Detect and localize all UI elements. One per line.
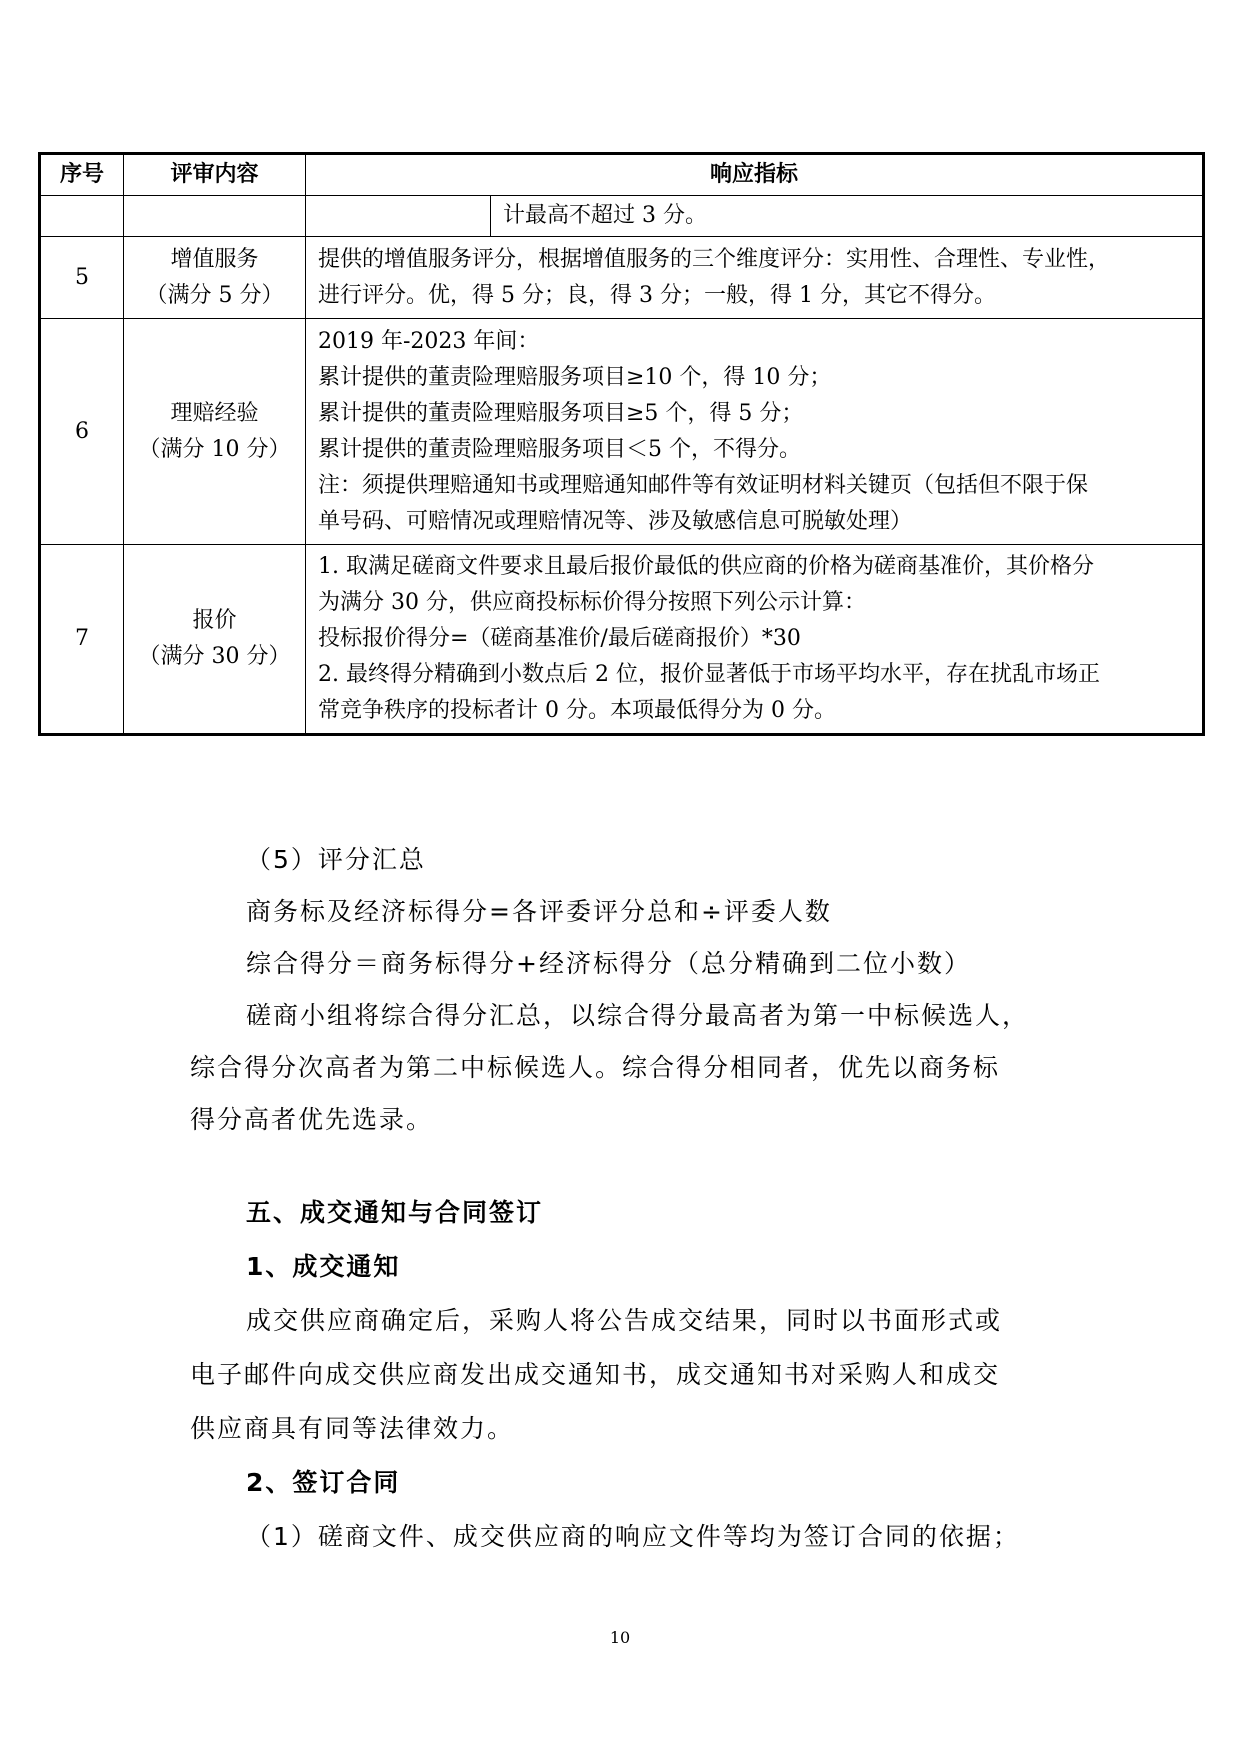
response-line: 1. 取满足磋商文件要求且最后报价最低的供应商的价格为磋商基准价，其价格分: [318, 554, 1094, 579]
row-item: [124, 237, 306, 319]
page-number: 10: [609, 1628, 631, 1647]
paragraph-line: 成交供应商确定后，采购人将公告成交结果，同时以书面形式或: [246, 1306, 1003, 1335]
scoring-table: [38, 152, 1205, 736]
summary-formula-1: 商务标及经济标得分=各评委评分总和÷评委人数: [246, 897, 832, 926]
response-line: 为满分 30 分，供应商投标标价得分按照下列公示计算：: [318, 590, 866, 615]
paragraph-line: （1）磋商文件、成交供应商的响应文件等均为签订合同的依据；: [246, 1522, 1020, 1551]
row-response: [306, 319, 1204, 545]
row-no: 6: [40, 319, 124, 545]
response-line: 单号码、可赔情况或理赔情况等、涉及敏感信息可脱敏处理）: [318, 508, 913, 534]
response-line: 累计提供的董责险理赔服务项目＜5 个，不得分。: [318, 436, 801, 462]
empty-cell: [40, 196, 124, 237]
empty-cell: [124, 196, 306, 237]
row-no: 5: [40, 237, 124, 319]
table-row-continuation: [40, 196, 1204, 237]
response-line: 累计提供的董责险理赔服务项目≥5 个，得 5 分；: [318, 400, 804, 426]
row-response: [306, 237, 1204, 319]
item-score: （满分 30 分）: [138, 644, 291, 669]
subsection-title: 2、签订合同: [246, 1468, 401, 1497]
header-no: 序号: [40, 154, 124, 196]
summary-paragraph-line: 磋商小组将综合得分汇总，以综合得分最高者为第一中标候选人，: [246, 1001, 1030, 1030]
row-response: [306, 545, 1204, 735]
summary-heading: （5）评分汇总: [246, 845, 426, 874]
response-line: 常竞争秩序的投标者计 0 分。本项最低得分为 0 分。: [318, 698, 836, 723]
header-item: 评审内容: [124, 154, 306, 196]
table-header-row: [40, 154, 1204, 196]
response-line: 投标报价得分=（磋商基准价/最后磋商报价）*30: [318, 626, 801, 651]
item-name: 理赔经验: [170, 400, 259, 426]
table-row: [40, 237, 1204, 319]
row-no: 7: [40, 545, 124, 735]
table-row: [40, 545, 1204, 735]
item-name: 报价: [192, 608, 237, 633]
response-line: 进行评分。优，得 5 分；良，得 3 分；一般，得 1 分，其它不得分。: [318, 282, 996, 308]
item-name: 增值服务: [170, 246, 259, 272]
response-line: 注：须提供理赔通知书或理赔通知邮件等有效证明材料关键页（包括但不限于保: [318, 472, 1089, 498]
item-score: （满分 5 分）: [145, 282, 284, 308]
summary-paragraph-line: 综合得分次高者为第二中标候选人。综合得分相同者，优先以商务标: [190, 1053, 1001, 1082]
paragraph-line: 电子邮件向成交供应商发出成交通知书，成交通知书对采购人和成交: [190, 1360, 1001, 1389]
continuation-text: 计最高不超过 3 分。: [503, 203, 707, 228]
empty-subcell: [306, 196, 491, 236]
row-item: [124, 545, 306, 735]
response-line: 提供的增值服务评分，根据增值服务的三个维度评分：实用性、合理性、专业性，: [318, 246, 1111, 272]
item-score: （满分 10 分）: [138, 436, 291, 462]
response-line: 2. 最终得分精确到小数点后 2 位，报价显著低于市场平均水平，存在扰乱市场正: [318, 662, 1100, 687]
paragraph-line: 供应商具有同等法律效力。: [190, 1414, 515, 1443]
subsection-title: 1、成交通知: [246, 1252, 401, 1281]
summary-formula-2: 综合得分＝商务标得分+经济标得分（总分精确到二位小数）: [246, 949, 971, 978]
summary-paragraph-line: 得分高者优先选录。: [190, 1105, 434, 1134]
response-line: 累计提供的董责险理赔服务项目≥10 个，得 10 分；: [318, 364, 832, 390]
row-item: [124, 319, 306, 545]
header-response: 响应指标: [306, 154, 1204, 196]
section-title: 五、成交通知与合同签订: [246, 1198, 544, 1227]
table-row: [40, 319, 1204, 545]
response-line: 2019 年-2023 年间：: [318, 328, 540, 354]
continuation-cell: [306, 196, 1204, 237]
